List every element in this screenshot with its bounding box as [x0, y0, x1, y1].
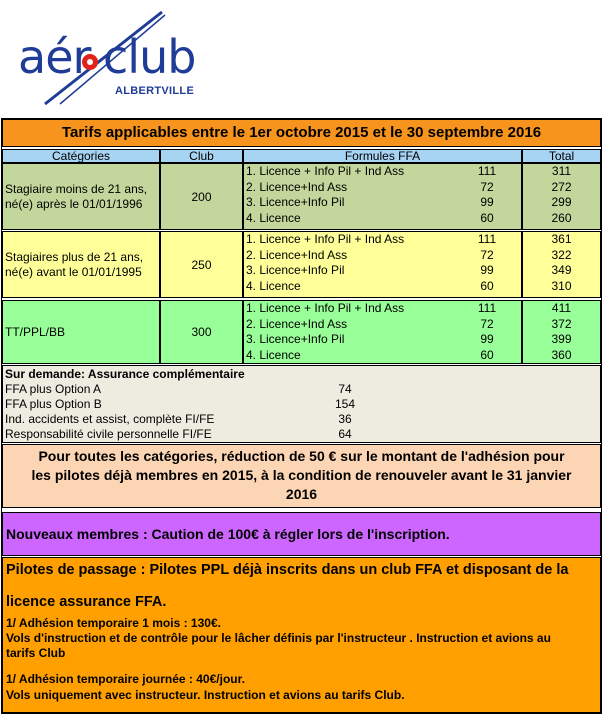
formules-cell — [243, 231, 522, 298]
formule-value: 111 — [477, 164, 497, 178]
logo-subtitle: ALBERTVILLE — [115, 85, 195, 97]
passage-title-line: Pilotes de passage : Pilotes PPL déjà inscrits dans un club FFA et disposant de la — [6, 562, 569, 578]
formule-row — [246, 279, 521, 295]
visiting-pilots-section — [2, 557, 601, 713]
category-label: TT/PPL/BB — [5, 324, 66, 339]
page-title: Tarifs applicables entre le 1er octobre 2015 et le 30 septembre 2016 — [2, 119, 601, 147]
daily-membership-detail: Vols uniquement avec instructeur. Instruction et avions au tarifs Club. — [6, 688, 405, 702]
formule-row — [246, 211, 521, 227]
option-value: 74 — [338, 382, 352, 396]
formule-label: 1. Licence + Info Pil + Ind Ass — [246, 164, 405, 178]
new-members-note: Nouveaux membres : Caution de 100€ à régler lors de l'inscription. — [2, 512, 601, 556]
daily-membership: 1/ Adhésion temporaire journée : 40€/jour. — [6, 672, 245, 686]
total-value: 299 — [551, 195, 572, 209]
total-value: 322 — [551, 247, 572, 262]
aeroclub-logo — [0, 0, 605, 118]
category-cell — [2, 231, 160, 298]
formules-cell — [243, 300, 522, 364]
formule-label: 2. Licence+Ind Ass — [246, 316, 348, 331]
option-value: 154 — [334, 397, 356, 411]
formule-row — [246, 195, 521, 211]
formule-value: 72 — [480, 179, 494, 194]
category-label: Stagiaire moins de 21 ans, né(e) après le 01/01/1996 — [5, 181, 148, 211]
formule-label: 4. Licence — [246, 347, 301, 362]
formule-row — [246, 263, 521, 279]
total-value: 361 — [551, 232, 572, 246]
option-value: 64 — [338, 427, 352, 441]
option-label: FFA plus Option B — [5, 397, 102, 411]
total-value: 360 — [551, 347, 572, 362]
monthly-membership-detail: tarifs Club — [6, 646, 66, 660]
logo-text-aero: aér — [18, 30, 91, 84]
passage-title-line: licence assurance FFA. — [6, 594, 167, 610]
formule-value: 99 — [480, 263, 494, 277]
option-label: FFA plus Option A — [5, 382, 102, 396]
formule-value: 111 — [477, 232, 497, 246]
category-cell — [2, 300, 160, 364]
formule-label: 3. Licence+Info Pil — [246, 263, 345, 277]
formule-label: 4. Licence — [246, 278, 301, 293]
promo-line: les pilotes déjà membres en 2015, à la condition de renouveler avant le 31 janvier — [31, 467, 572, 483]
club-price: 250 — [191, 257, 212, 272]
formule-value: 60 — [480, 347, 494, 362]
formule-row — [246, 332, 521, 348]
total-cell — [522, 300, 601, 364]
monthly-membership: 1/ Adhésion temporaire 1 mois : 130€. — [6, 616, 221, 630]
total-value: 260 — [551, 210, 572, 225]
formule-row — [246, 232, 521, 248]
category-label: Stagiaires plus de 21 ans, né(e) avant le 01/01/1995 — [5, 249, 144, 279]
formule-value: 72 — [480, 247, 494, 262]
formule-label: 1. Licence + Info Pil + Ind Ass — [246, 301, 405, 315]
total-value: 310 — [551, 278, 572, 293]
total-value: 372 — [551, 316, 572, 331]
formule-label: 1. Licence + Info Pil + Ind Ass — [246, 232, 405, 246]
formule-value: 99 — [480, 195, 494, 209]
header-formules: Formules FFA — [243, 149, 522, 163]
club-price-cell — [160, 231, 243, 298]
formule-value: 111 — [477, 301, 497, 315]
formule-label: 2. Licence+Ind Ass — [246, 179, 348, 194]
club-price: 300 — [191, 325, 212, 339]
formule-row — [246, 301, 521, 317]
formule-row — [246, 317, 521, 333]
option-label: Responsabilité civile personnelle FI/FE — [5, 427, 212, 441]
club-price-cell — [160, 163, 243, 230]
renewal-discount-note — [2, 444, 601, 508]
header-categories: Catégories — [2, 149, 160, 163]
logo-text-club: club — [103, 30, 196, 84]
total-cell — [522, 231, 601, 298]
formule-label: 3. Licence+Info Pil — [246, 195, 345, 209]
club-price: 200 — [191, 189, 212, 204]
option-value: 36 — [338, 412, 352, 426]
header-total: Total — [522, 149, 601, 163]
formule-label: 4. Licence — [246, 210, 301, 225]
club-price-cell — [160, 300, 243, 364]
promo-line: 2016 — [285, 486, 318, 502]
category-cell — [2, 163, 160, 230]
formule-row — [246, 248, 521, 264]
formule-value: 60 — [480, 210, 494, 225]
total-value: 399 — [551, 332, 572, 346]
header-club: Club — [160, 149, 243, 163]
formule-value: 99 — [480, 332, 494, 346]
formule-label: 3. Licence+Info Pil — [246, 332, 345, 346]
options-heading: Sur demande: Assurance complémentaire — [5, 367, 245, 381]
monthly-membership-detail: Vols d'instruction et de contrôle pour le lâcher définis par l'instructeur . Instruction et avions au — [6, 631, 551, 645]
total-value: 411 — [551, 301, 572, 315]
formule-row — [246, 164, 521, 180]
insurance-options — [2, 365, 601, 443]
formule-row — [246, 180, 521, 196]
formule-value: 60 — [480, 278, 494, 293]
formule-row — [246, 348, 521, 364]
formules-cell — [243, 163, 522, 230]
option-label: Ind. accidents et assist, complète FI/FE — [5, 412, 215, 426]
total-value: 272 — [551, 179, 572, 194]
total-value: 311 — [551, 164, 572, 178]
total-cell — [522, 163, 601, 230]
formule-value: 72 — [480, 316, 494, 331]
formule-label: 2. Licence+Ind Ass — [246, 247, 348, 262]
total-value: 349 — [551, 263, 572, 277]
promo-line: Pour toutes les catégories, réduction de 50 € sur le montant de l'adhésion pour — [38, 448, 565, 464]
